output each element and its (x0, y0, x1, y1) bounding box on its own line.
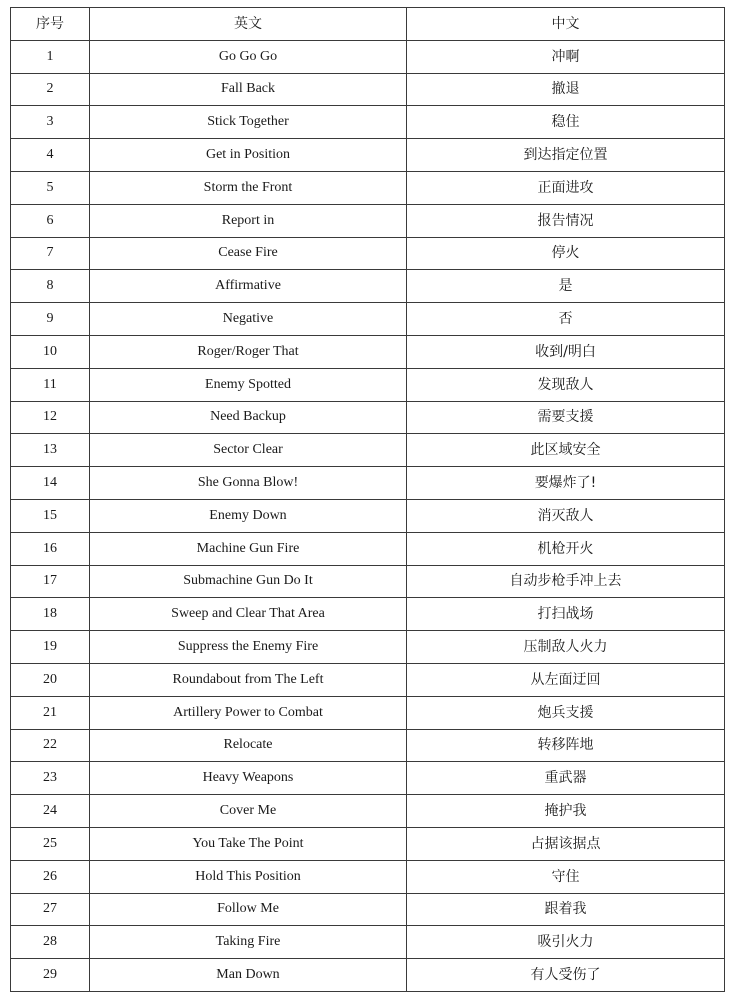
header-english: 英文 (90, 8, 407, 41)
table-body (11, 40, 725, 991)
row-chinese: 占据该据点 (407, 827, 725, 860)
row-english: You Take The Point (90, 827, 407, 860)
row-index: 12 (11, 401, 90, 434)
row-index: 16 (11, 532, 90, 565)
table-row (11, 237, 725, 270)
table-row (11, 335, 725, 368)
table-row (11, 303, 725, 336)
table-row (11, 631, 725, 664)
row-chinese: 跟着我 (407, 893, 725, 926)
table-header (11, 8, 725, 41)
row-english: Affirmative (90, 270, 407, 303)
row-index: 26 (11, 860, 90, 893)
row-english: Man Down (90, 959, 407, 992)
row-index: 22 (11, 729, 90, 762)
row-english: Sector Clear (90, 434, 407, 467)
table-row (11, 696, 725, 729)
row-index: 13 (11, 434, 90, 467)
table-row (11, 106, 725, 139)
row-english: Go Go Go (90, 40, 407, 73)
row-chinese: 停火 (407, 237, 725, 270)
row-english: Cease Fire (90, 237, 407, 270)
row-chinese: 此区域安全 (407, 434, 725, 467)
table-row (11, 434, 725, 467)
row-english: Machine Gun Fire (90, 532, 407, 565)
row-english: Enemy Spotted (90, 368, 407, 401)
row-index: 24 (11, 795, 90, 828)
row-index: 15 (11, 499, 90, 532)
table-row (11, 762, 725, 795)
table-row (11, 171, 725, 204)
row-chinese: 需要支援 (407, 401, 725, 434)
table-row (11, 368, 725, 401)
table-row (11, 598, 725, 631)
row-english: Hold This Position (90, 860, 407, 893)
row-english: Follow Me (90, 893, 407, 926)
row-index: 11 (11, 368, 90, 401)
row-english: Fall Back (90, 73, 407, 106)
row-english: Report in (90, 204, 407, 237)
row-chinese: 发现敌人 (407, 368, 725, 401)
row-chinese: 到达指定位置 (407, 139, 725, 172)
row-chinese: 守住 (407, 860, 725, 893)
row-index: 25 (11, 827, 90, 860)
row-index: 27 (11, 893, 90, 926)
row-chinese: 收到/明白 (407, 335, 725, 368)
row-index: 2 (11, 73, 90, 106)
row-index: 23 (11, 762, 90, 795)
row-english: Negative (90, 303, 407, 336)
row-english: Storm the Front (90, 171, 407, 204)
row-chinese: 稳住 (407, 106, 725, 139)
row-english: Heavy Weapons (90, 762, 407, 795)
row-chinese: 自动步枪手冲上去 (407, 565, 725, 598)
table-row (11, 893, 725, 926)
row-english: Suppress the Enemy Fire (90, 631, 407, 664)
header-row (11, 8, 725, 41)
row-chinese: 消灭敌人 (407, 499, 725, 532)
table-row (11, 795, 725, 828)
row-english: Roger/Roger That (90, 335, 407, 368)
row-chinese: 是 (407, 270, 725, 303)
row-index: 1 (11, 40, 90, 73)
row-chinese: 重武器 (407, 762, 725, 795)
command-table (10, 7, 725, 992)
row-english: Cover Me (90, 795, 407, 828)
row-index: 3 (11, 106, 90, 139)
row-index: 29 (11, 959, 90, 992)
row-chinese: 炮兵支援 (407, 696, 725, 729)
row-index: 4 (11, 139, 90, 172)
table-row (11, 827, 725, 860)
row-index: 19 (11, 631, 90, 664)
row-index: 20 (11, 663, 90, 696)
row-chinese: 要爆炸了! (407, 467, 725, 500)
row-english: Relocate (90, 729, 407, 762)
row-index: 17 (11, 565, 90, 598)
row-index: 8 (11, 270, 90, 303)
table-row (11, 270, 725, 303)
table-row (11, 139, 725, 172)
row-index: 21 (11, 696, 90, 729)
table-row (11, 467, 725, 500)
row-english: Get in Position (90, 139, 407, 172)
row-index: 14 (11, 467, 90, 500)
table-row (11, 401, 725, 434)
row-chinese: 有人受伤了 (407, 959, 725, 992)
table-row (11, 729, 725, 762)
row-english: She Gonna Blow! (90, 467, 407, 500)
table-row (11, 73, 725, 106)
row-english: Stick Together (90, 106, 407, 139)
row-chinese: 冲啊 (407, 40, 725, 73)
row-index: 6 (11, 204, 90, 237)
row-chinese: 撤退 (407, 73, 725, 106)
table-row (11, 532, 725, 565)
table-row (11, 860, 725, 893)
row-chinese: 否 (407, 303, 725, 336)
table-row (11, 204, 725, 237)
row-index: 10 (11, 335, 90, 368)
row-chinese: 正面进攻 (407, 171, 725, 204)
table-row (11, 565, 725, 598)
row-english: Artillery Power to Combat (90, 696, 407, 729)
row-index: 18 (11, 598, 90, 631)
row-chinese: 报告情况 (407, 204, 725, 237)
table-row (11, 959, 725, 992)
row-index: 28 (11, 926, 90, 959)
row-chinese: 掩护我 (407, 795, 725, 828)
row-english: Need Backup (90, 401, 407, 434)
row-index: 9 (11, 303, 90, 336)
row-chinese: 打扫战场 (407, 598, 725, 631)
row-english: Roundabout from The Left (90, 663, 407, 696)
row-chinese: 机枪开火 (407, 532, 725, 565)
row-chinese: 转移阵地 (407, 729, 725, 762)
row-chinese: 吸引火力 (407, 926, 725, 959)
table-row (11, 926, 725, 959)
header-index: 序号 (11, 8, 90, 41)
table-row (11, 663, 725, 696)
row-english: Taking Fire (90, 926, 407, 959)
table-row (11, 499, 725, 532)
row-chinese: 压制敌人火力 (407, 631, 725, 664)
row-english: Enemy Down (90, 499, 407, 532)
header-chinese: 中文 (407, 8, 725, 41)
row-english: Sweep and Clear That Area (90, 598, 407, 631)
row-english: Submachine Gun Do It (90, 565, 407, 598)
row-index: 7 (11, 237, 90, 270)
row-chinese: 从左面迂回 (407, 663, 725, 696)
table-row (11, 40, 725, 73)
row-index: 5 (11, 171, 90, 204)
